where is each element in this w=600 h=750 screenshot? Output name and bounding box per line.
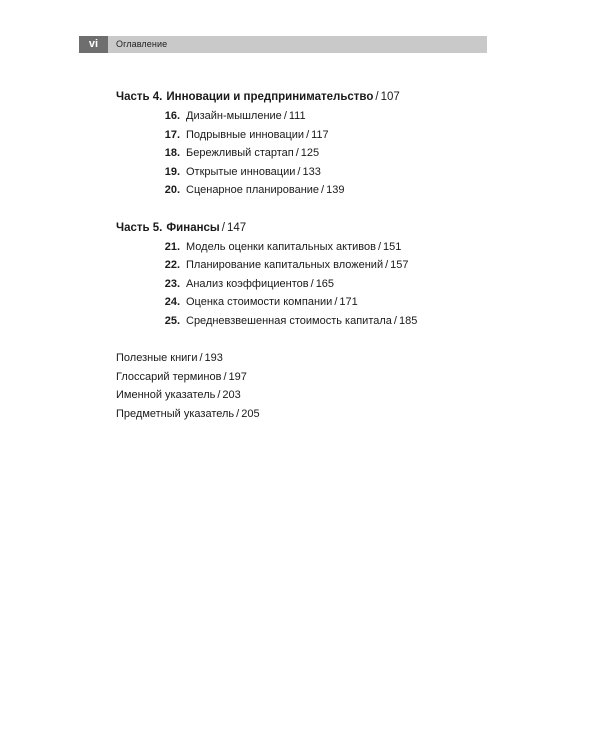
entry-page: 203 bbox=[222, 389, 241, 401]
toc-part-5-group bbox=[116, 219, 496, 331]
entry-title: Полезные книги bbox=[116, 352, 198, 364]
toc-chapter-entry[interactable] bbox=[116, 144, 496, 163]
chapter-title: Открытые инновации bbox=[186, 165, 296, 178]
page-separator: / bbox=[283, 110, 287, 122]
chapter-page: 139 bbox=[326, 184, 345, 196]
toc-chapter-entry[interactable] bbox=[116, 256, 496, 275]
entry-page: 193 bbox=[204, 352, 223, 364]
chapter-number: 23. bbox=[164, 277, 180, 290]
page-separator: / bbox=[223, 370, 227, 383]
chapter-number: 22. bbox=[164, 259, 180, 271]
toc-chapter-entry[interactable] bbox=[116, 163, 496, 182]
page-separator: / bbox=[334, 296, 338, 308]
page-separator: / bbox=[236, 407, 240, 420]
chapter-title: Бережливый стартап bbox=[186, 147, 294, 159]
toc-chapter-entry[interactable] bbox=[116, 107, 496, 126]
page-separator: / bbox=[393, 314, 397, 327]
toc-chapter-entry[interactable] bbox=[116, 275, 496, 294]
chapter-title: Анализ коэффициентов bbox=[186, 277, 309, 290]
chapter-page: 185 bbox=[398, 314, 418, 327]
toc-chapter-entry[interactable] bbox=[116, 181, 496, 200]
toc-chapter-entry[interactable] bbox=[116, 238, 496, 257]
entry-page: 197 bbox=[228, 370, 247, 383]
chapter-number: 18. bbox=[164, 147, 180, 159]
chapter-title: Планирование капитальных вложений bbox=[186, 259, 384, 271]
entry-page: 205 bbox=[241, 407, 260, 420]
toc-back-matter-entry[interactable] bbox=[116, 349, 496, 368]
part-title: Инновации и предпринимательство bbox=[166, 91, 374, 103]
page-separator: / bbox=[385, 259, 389, 271]
entry-title: Именной указатель bbox=[116, 389, 216, 401]
chapter-page: 133 bbox=[302, 165, 321, 178]
entry-title: Предметный указатель bbox=[116, 407, 235, 420]
page-separator: / bbox=[221, 221, 225, 234]
chapter-title: Средневзвешенная стоимость капитала bbox=[186, 314, 392, 327]
page-separator: / bbox=[321, 184, 325, 196]
page-separator: / bbox=[306, 128, 310, 141]
part-title: Финансы bbox=[166, 221, 220, 234]
chapter-number: 16. bbox=[164, 110, 180, 122]
chapter-page: 171 bbox=[339, 296, 358, 308]
chapter-title: Модель оценки капитальных активов bbox=[186, 240, 376, 253]
chapter-number: 24. bbox=[164, 296, 180, 308]
chapter-title: Подрывные инновации bbox=[186, 128, 305, 141]
chapter-number: 17. bbox=[164, 128, 180, 141]
chapter-page: 151 bbox=[383, 240, 402, 253]
toc-chapter-entry[interactable] bbox=[116, 293, 496, 312]
part-label: Часть 4. bbox=[116, 91, 163, 103]
table-of-contents bbox=[116, 88, 496, 423]
chapter-page: 125 bbox=[300, 147, 320, 159]
page-separator: / bbox=[295, 147, 299, 159]
toc-back-matter bbox=[116, 349, 496, 423]
page-separator: / bbox=[217, 389, 221, 401]
page-separator: / bbox=[377, 240, 382, 253]
part-page: 147 bbox=[226, 221, 247, 234]
page-separator: / bbox=[375, 91, 379, 103]
chapter-title: Оценка стоимости компании bbox=[186, 296, 333, 308]
chapter-page: 157 bbox=[390, 259, 409, 271]
page-separator: / bbox=[297, 165, 301, 178]
part-label: Часть 5. bbox=[116, 221, 163, 234]
toc-part-entry[interactable] bbox=[116, 219, 496, 237]
running-title: Оглавление bbox=[116, 39, 168, 49]
toc-back-matter-entry[interactable] bbox=[116, 368, 496, 387]
chapter-title: Сценарное планирование bbox=[186, 184, 320, 196]
chapter-page: 117 bbox=[311, 128, 329, 141]
page-separator: / bbox=[310, 277, 314, 290]
toc-back-matter-entry[interactable] bbox=[116, 386, 496, 405]
toc-chapter-entry[interactable] bbox=[116, 312, 496, 331]
chapter-page: 111 bbox=[288, 110, 306, 122]
toc-part-4-group bbox=[116, 88, 496, 200]
chapter-number: 21. bbox=[164, 240, 180, 253]
toc-part-entry[interactable] bbox=[116, 88, 496, 106]
toc-chapter-entry[interactable] bbox=[116, 126, 496, 145]
chapter-number: 20. bbox=[164, 184, 180, 196]
chapter-number: 19. bbox=[164, 165, 180, 178]
chapter-title: Дизайн-мышление bbox=[186, 110, 282, 122]
page-number: vi bbox=[79, 36, 108, 53]
entry-title: Глоссарий терминов bbox=[116, 370, 222, 383]
part-page: 107 bbox=[380, 91, 400, 103]
toc-back-matter-entry[interactable] bbox=[116, 405, 496, 424]
chapter-page: 165 bbox=[315, 277, 335, 290]
page-separator: / bbox=[199, 352, 203, 364]
chapter-number: 25. bbox=[164, 314, 180, 327]
